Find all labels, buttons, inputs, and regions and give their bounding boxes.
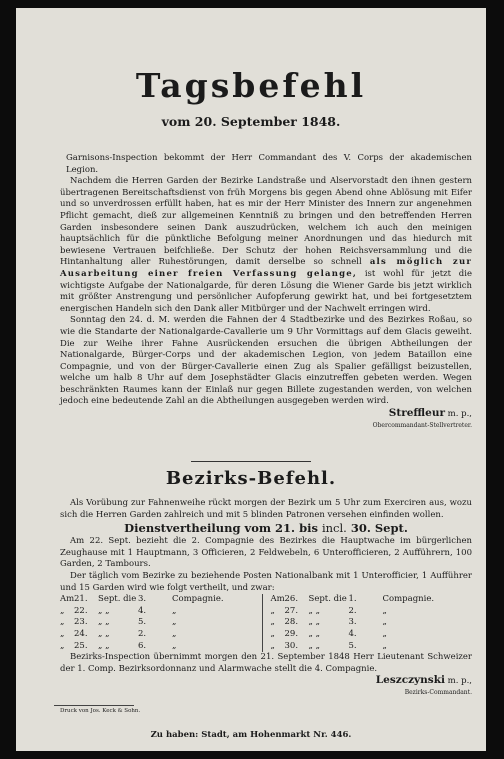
row-date: 22.: [74, 605, 88, 616]
table-row: [271, 641, 473, 653]
row-company-number: 3.: [138, 594, 147, 605]
table-row: [271, 629, 473, 641]
row-month: „ „: [308, 617, 321, 628]
district-text: [60, 498, 472, 698]
row-company-number: 4.: [348, 628, 357, 639]
order-signature-suffix: m. p.,: [444, 409, 472, 420]
divider-rule: [191, 461, 311, 462]
duty-table: [60, 594, 472, 652]
row-company: „: [382, 617, 387, 628]
row-company: „: [172, 605, 177, 616]
row-company: „: [382, 605, 387, 616]
row-company-number: 2.: [348, 605, 357, 616]
district-paragraph-4: Bezirks-Inspection übernimmt morgen den 21. September 1848 Herr Lieutenant Schweizer der 1. Comp. Bezirksordonnanz und Alarmwache stellt die 4. Compagnie.: [60, 652, 472, 674]
order-paragraph-2-emphasis: als möglich zur Ausarbeitung einer freien Verfassung gelange,: [60, 257, 473, 279]
row-prefix: „: [60, 628, 65, 639]
order-paragraph-1: Garnisons-Inspection bekommt der Herr Commandant des V. Corps der akademischen Legion.: [66, 153, 472, 175]
printer-credit: Druck von Jos. Keck & Sohn.: [60, 708, 141, 714]
row-month: „ „: [98, 640, 110, 651]
row-company: Compagnie.: [172, 594, 224, 605]
row-date: 30.: [284, 640, 299, 651]
row-month: „ „: [308, 605, 321, 616]
district-signature: [60, 675, 472, 698]
row-date: 21.: [74, 594, 88, 605]
duty-heading-d: 30. Sept.: [346, 521, 408, 536]
row-company-number: 3.: [348, 617, 357, 628]
row-prefix: „: [270, 605, 275, 616]
order-paragraph-2: [60, 176, 472, 315]
district-title: Bezirks-Befehl.: [165, 468, 337, 489]
poster-title: Tagsbefehl: [135, 66, 367, 105]
order-signature-role: Obercommandant-Stellvertreter.: [372, 422, 472, 430]
row-prefix: „: [270, 628, 275, 639]
district-signature-suffix: m. p.,: [444, 676, 472, 687]
row-company-number: 4.: [138, 605, 147, 616]
district-signature-role: Bezirks-Commandant.: [404, 689, 472, 697]
row-date: 28.: [284, 617, 299, 628]
row-date: 24.: [74, 628, 88, 639]
row-company: Compagnie.: [382, 594, 435, 605]
row-company: „: [382, 628, 387, 639]
order-paragraph-2-a: Nachdem die Herren Garden der Bezirke Landstraße und Alservorstadt den ihnen gestern übertragenen Bereitschaftsdienst von früh Morgens bis gegen Abend ohne Ablösung mit Eifer und so unverdrossen erfüllt haben, hat es mir der Herr Minister des Innern zur angenehmen Pflicht gemacht, dieß zur allgemeinen Kenntniß zu bringen und den betreffenden Herren Garden insbesondere seinen Dank auszudrücken, welchem ich auch den meinigen hauptsächlich für die pünktliche Befolgung meiner Anordnungen und das hiedurch mit bewiesene Vertrauen beifchließe. Der Schutz der hohen Reichsversammlung und die Hintanhaltung aller Ruhestörungen, damit derselbe so schnell: [60, 176, 472, 268]
row-prefix: „: [60, 640, 65, 651]
row-prefix: „: [270, 640, 275, 651]
row-company-number: 5.: [348, 640, 357, 651]
table-row: [60, 617, 262, 629]
row-prefix: „: [270, 617, 275, 628]
row-date: 23.: [74, 617, 88, 628]
row-month: „ „: [98, 628, 110, 639]
table-row: [271, 594, 473, 606]
row-company-number: 2.: [138, 628, 147, 639]
row-company: „: [172, 628, 177, 639]
row-company: „: [172, 640, 177, 651]
poster-sheet: [16, 8, 486, 751]
order-paragraph-3: Sonntag den 24. d. M. werden die Fahnen der 4 Stadtbezirke und des Bezirkes Roßau, so wie die Standarte der Nationalgarde-Cavallerie um 9 Uhr Vormittags auf dem Glacis geweiht. Die zur Weihe ihrer Fahne Ausrückenden ersuchen die übrigen Abtheilungen der Nationalgarde, Bürger-Corps und der akademischen Legion, von jedem Bataillon eine Compagnie, und von der Bürger-Cavallerie einen Zug als Spalier gefälligst beizustellen, welche um halb 8 Uhr auf dem Josephstädter Glacis einzutreffen gebeten werden. Wegen beschränkten Raumes kann der Einlaß nur gegen Billete zugestanden werden, von welchen jedoch eine bedeutende Zahl an die Abtheilungen ausgegeben werden wird.: [60, 315, 472, 407]
district-paragraph-2: Am 22. Sept. bezieht die 2. Compagnie des Bezirkes die Hauptwache im bürgerlichen Zeughause mit 1 Hauptmann, 3 Officieren, 2 Feldwebeln, 6 Unterofficieren, 2 Aufführern, 100 Garden, 2 Tambours.: [60, 536, 472, 570]
row-month: „ „: [308, 640, 321, 651]
duty-table-right: [262, 594, 473, 652]
duty-heading-b: bis: [295, 521, 322, 536]
table-row: [271, 617, 473, 629]
row-date: 27.: [284, 605, 299, 616]
row-month: Sept. die: [308, 594, 347, 605]
table-row: [60, 629, 262, 641]
order-signature-name: Streffleur: [388, 407, 445, 420]
row-month: „ „: [308, 628, 321, 639]
row-prefix: „: [60, 605, 65, 616]
row-month: Sept. die: [98, 594, 137, 605]
table-row: [60, 594, 262, 606]
row-prefix: „: [60, 617, 65, 628]
order-signature: [60, 408, 472, 431]
poster-date: vom 20. September 1848.: [161, 114, 341, 129]
table-row: [60, 641, 262, 653]
row-company-number: 6.: [138, 640, 147, 651]
availability-note: Zu haben: Stadt, am Hohenmarkt Nr. 446.: [150, 730, 352, 740]
row-date: 26.: [284, 594, 299, 605]
row-prefix: Am: [270, 594, 285, 605]
row-date: 29.: [284, 628, 299, 639]
row-prefix: Am: [60, 594, 75, 605]
order-text: [60, 153, 472, 431]
printer-rule: [54, 705, 134, 706]
district-paragraph-1: Als Vorübung zur Fahnenweihe rückt morgen der Bezirk um 5 Uhr zum Exerciren aus, wozu sich die Herren Garden zahlreich und mit 5 blinden Patronen versehen einfinden wollen.: [60, 498, 472, 520]
district-paragraph-3: Der täglich vom Bezirke zu beziehende Posten Nationalbank mit 1 Unterofficier, 1 Aufführer und 15 Garden wird wie folgt vertheilt, und zwar:: [60, 570, 472, 593]
row-company: „: [382, 640, 387, 651]
row-company-number: 1.: [348, 594, 357, 605]
table-row: [271, 606, 473, 618]
duty-table-left: [60, 594, 262, 652]
row-date: 25.: [74, 640, 88, 651]
duty-heading: [60, 521, 472, 536]
duty-heading-incl: incl.: [321, 521, 347, 536]
duty-heading-a: Dienstvertheilung vom 21.: [124, 521, 296, 536]
row-month: „ „: [98, 605, 110, 616]
order-paragraph-2-c: ist wohl für jetzt die wichtigste Aufgabe der Nationalgarde, für deren Lösung die Wiener Garde bis jetzt wirklich mit größter Anstrengung und persönlicher Aufopferung gewirkt hat, und bei fortgesetztem energischen Handeln sich den Dank aller Mitbürger und der Nachwelt erringen wird.: [60, 268, 472, 314]
row-month: „ „: [98, 617, 110, 628]
district-signature-name: Leszczynski: [375, 674, 445, 687]
table-row: [60, 606, 262, 618]
row-company: „: [172, 617, 177, 628]
row-company-number: 5.: [138, 617, 147, 628]
